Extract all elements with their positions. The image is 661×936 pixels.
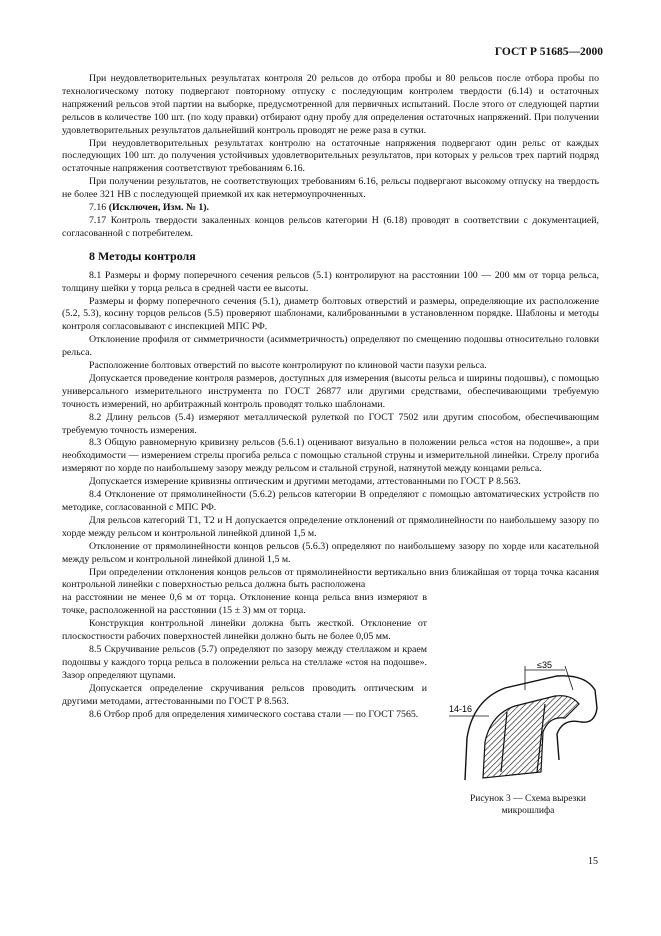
extension-line (565, 666, 573, 690)
caption-line: Рисунок 3 — Схема вырезки (469, 794, 587, 804)
dimension-label-top: ≤35 (537, 660, 552, 670)
figure-3 (445, 660, 610, 793)
paragraph: При определении отклонения концов рельсов от прямолинейности вертикально вниз ближайшая от торца точка касания контрольной линейки с поверхностью рельса должна быть расположена (62, 566, 599, 591)
paragraph: 8.6 Отбор проб для определения химического состава стали — по ГОСТ 7565. (89, 708, 419, 720)
body-text (62, 73, 599, 721)
rail-end-microsection-diagram (445, 660, 610, 788)
paragraph: 8.1 Размеры и форму поперечного сечения рельсов (5.1) контролируют на расстоянии 100 — 200 мм от торца рельса, толщину шейки у торца рельса в средней части ее высоты. (62, 269, 599, 294)
clause-excluded-note: (Исключен, Изм. № 1). (108, 202, 209, 214)
paragraph: Расположение болтовых отверстий по высоте контролируют по клиновой части пазухи рельса. (89, 360, 487, 372)
hatched-specimen (483, 696, 579, 778)
page-number: 15 (588, 856, 598, 867)
figure-caption (438, 793, 618, 817)
clause-number: 7.16 (89, 202, 107, 214)
caption-line: микрошлифа (501, 806, 555, 816)
narrow-column (62, 592, 427, 721)
section-title: 8 Методы контроля (89, 248, 196, 263)
paragraph: Допускается определение скручивания рельсов проводить оптическим и другими методами, аттестованными по ГОСТ Р 8.563. (62, 682, 427, 707)
paragraph: Конструкция контрольной линейки должна быть жесткой. Отклонение от плоскостности рабочих поверхностей линейки должно быть не более 0,05 мм. (62, 618, 427, 643)
clause-7-17: 7.17 Контроль твердости закаленных концов рельсов категории Н (6.18) проводят в соответствии с документацией, согласованной с потребителем. (62, 214, 599, 239)
paragraph: на расстоянии не менее 0,6 м от торца. Отклонение конца рельса вниз измеряют в точке, расположенной на расстоянии (15 ± 3) мм от торца. (62, 592, 427, 617)
clause-7-16 (62, 202, 599, 215)
paragraph: Допускается измерение кривизны оптическим и другими методами, аттестованными по ГОСТ Р 8.563. (89, 476, 521, 488)
document-code: ГОСТ Р 51685—2000 (494, 46, 603, 58)
dimension-label-left: 14-16 (449, 704, 473, 714)
paragraph: При неудовлетворительных результатах контроля 20 рельсов до отбора пробы и 80 рельсов после отбора пробы по технологическому потоку подвергают повторному отпуску с последующим контролем твердости (6.14) и остаточных напряжений рельсов этой партии на выборке, предусмотренной для первичных испытаний. После этого от следующей партии рельсов в количестве 100 шт. (по ходу правки) отбирают одну пробу для определения остаточных напряжений. При получении удовлетворительных результатов дальнейший контроль проводят не реже раза в сутки. (62, 73, 599, 136)
paragraph: Для рельсов категорий Т1, Т2 и Н допускается определение отклонений от прямолинейности по наибольшему зазору по хорде между рельсом и контрольной линейкой длиной 1,5 м. (62, 514, 599, 539)
paragraph: При получении результатов, не соответствующих требованиям 6.16, рельсы подвергают высокому отпуску на твердость не более 321 НВ с последующей приемкой их как нетермоупрочненных. (62, 176, 599, 201)
paragraph: 8.4 Отклонение от прямолинейности (5.6.2) рельсов категории В определяют с помощью автоматических устройств по методике, согласованной с МПС РФ. (62, 489, 599, 513)
paragraph: Допускается проведение контроля размеров, доступных для измерения (высоты рельса и ширины подошвы), с помощью универсального измерительного инструмента по ГОСТ 26877 или другими средствами, обеспечивающими требуемую точность измерений, но арбитражный контроль проводят только шаблонами. (62, 372, 599, 410)
paragraph: 8.5 Скручивание рельсов (5.7) определяют по зазору между стеллажом и краем подошвы у каждого торца рельса в положении рельса на стеллаже «стоя на подошве». Зазор определяют щупами. (62, 643, 427, 681)
paragraph: Отклонение профиля от симметричности (асимметричность) определяют по смещению подошвы относительно головки рельса. (62, 334, 599, 359)
paragraph: Отклонение от прямолинейности концов рельсов (5.6.3) определяют по наибольшему зазору по хорде или касательной между рельсом и контрольной линейкой длиной 1,5 м. (62, 540, 599, 565)
paragraph: 8.2 Длину рельсов (5.4) измеряют металлической рулеткой по ГОСТ 7502 или другим способом, обеспечивающим требуемую точность измерения. (62, 411, 599, 436)
paragraph: При неудовлетворительных результатах контролю на остаточные напряжения подвергают один рельс от каждых последующих 100 шт. до получения устойчивых удовлетворительных результатов, при которых у рельсов трех партий подряд остаточные напряжения соответствуют требованиям 6.16. (62, 137, 599, 175)
paragraph: Размеры и форму поперечного сечения (5.1), диаметр болтовых отверстий и размеры, определяющие их расположение (5.2, 5.3), косину торцов рельсов (5.5) проверяют шаблонами, калиброванными в установленном порядке. Шаблоны и методы контроля согласовывают с инспекцией МПС РФ. (62, 295, 599, 333)
paragraph: 8.3 Общую равномерную кривизну рельсов (5.6.1) оценивают визуально в положении рельса «стоя на подошве», а при необходимости — измерением стрелы прогиба рельса с помощью стальной струны и измерительной линейки. Стрелу прогиба измеряют по хорде по наибольшему зазору между рельсом и стальной струной, натянутой между концами рельса. (62, 437, 599, 475)
